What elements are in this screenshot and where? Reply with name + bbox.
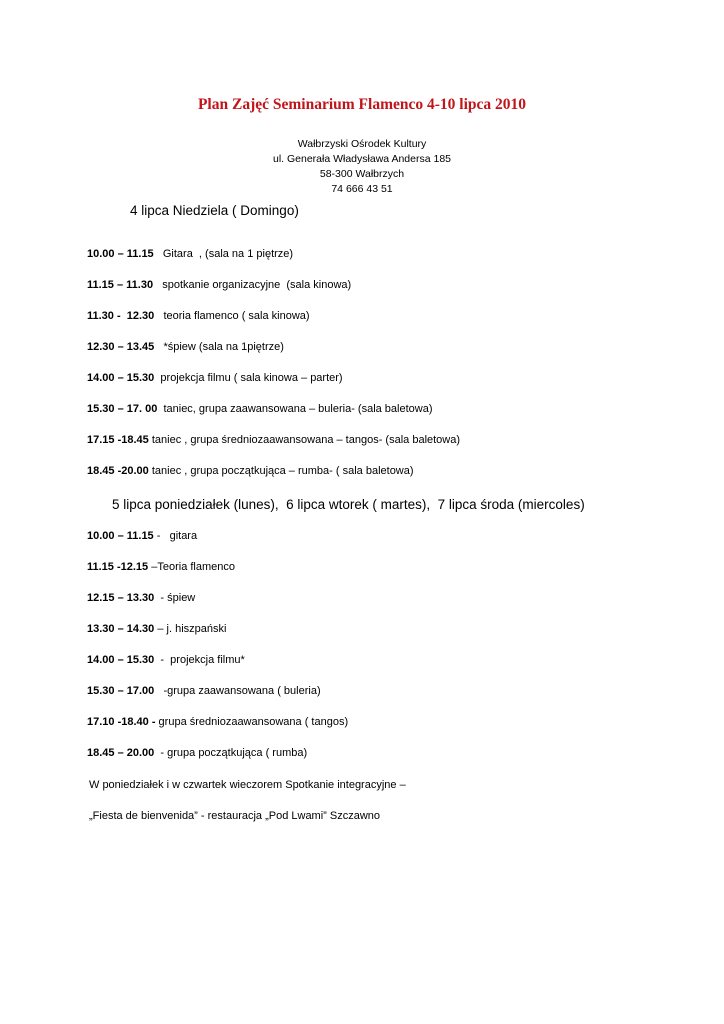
schedule-row	[87, 277, 460, 308]
schedule-description: grupa średniozaawansowana ( tangos)	[155, 716, 349, 728]
schedule-time: 17.15 -18.45	[87, 434, 149, 446]
schedule-time: 15.30 – 17.00	[87, 685, 155, 697]
schedule-time: 17.10 -18.40 -	[87, 716, 156, 728]
schedule-description: - śpiew	[154, 592, 196, 604]
schedule-row	[87, 528, 348, 559]
schedule-description: *śpiew (sala na 1piętrze)	[154, 341, 284, 353]
notes-block	[89, 777, 406, 839]
schedule-description: taniec, grupa zaawansowana – buleria- (sala baletowa)	[157, 403, 433, 415]
schedule-row	[87, 246, 460, 277]
schedule-time: 11.15 -12.15	[87, 561, 149, 573]
schedule-row	[87, 683, 348, 714]
address-block	[0, 137, 724, 197]
address-institution: Wałbrzyski Ośrodek Kultury	[297, 138, 427, 150]
schedule-row	[87, 652, 348, 683]
schedule-time: 10.00 – 11.15	[87, 248, 154, 260]
schedule-description: spotkanie organizacyjne (sala kinowa)	[153, 279, 352, 291]
schedule-description: - grupa początkująca ( rumba)	[154, 747, 308, 759]
schedule-time: 15.30 – 17. 00	[87, 403, 158, 415]
day1-schedule	[87, 246, 460, 494]
schedule-row	[87, 590, 348, 621]
schedule-description: - gitara	[153, 530, 198, 542]
address-city: 58-300 Wałbrzych	[319, 168, 405, 180]
schedule-time: 12.30 – 13.45	[87, 341, 155, 353]
schedule-row	[87, 370, 460, 401]
schedule-time: 14.00 – 15.30	[87, 654, 155, 666]
schedule-description: taniec , grupa średniozaawansowana – tangos- (sala baletowa)	[148, 434, 461, 446]
schedule-description: - projekcja filmu*	[154, 654, 245, 666]
schedule-row	[87, 339, 460, 370]
schedule-row	[87, 308, 460, 339]
note-fiesta-restaurant: „Fiesta de bienvenida” - restauracja „Pod Lwami” Szczawno	[89, 810, 381, 822]
schedule-description: projekcja filmu ( sala kinowa – parter)	[154, 372, 343, 384]
schedule-time: 18.45 – 20.00	[87, 747, 155, 759]
schedule-description: -grupa zaawansowana ( buleria)	[154, 685, 321, 697]
schedule-description: teoria flamenco ( sala kinowa)	[154, 310, 310, 322]
schedule-time: 11.30 - 12.30	[87, 310, 155, 322]
schedule-time: 11.15 – 11.30	[87, 279, 154, 291]
schedule-row	[87, 745, 348, 776]
day2-heading: 5 lipca poniedziałek (lunes), 6 lipca wtorek ( martes), 7 lipca środa (miercoles)	[112, 497, 585, 512]
schedule-time: 12.15 – 13.30	[87, 592, 155, 604]
page-title: Plan Zajęć Seminarium Flamenco 4-10 lipca 2010	[197, 96, 527, 113]
schedule-description: Gitara , (sala na 1 piętrze)	[153, 248, 294, 260]
schedule-row	[87, 714, 348, 745]
schedule-description: taniec , grupa początkująca – rumba- ( sala baletowa)	[148, 465, 414, 477]
schedule-description: –Teoria flamenco	[148, 561, 235, 573]
schedule-row	[87, 463, 460, 494]
schedule-row	[87, 559, 348, 590]
day2-schedule	[87, 528, 348, 776]
address-street: ul. Generała Władysława Andersa 185	[272, 153, 452, 165]
schedule-row	[87, 432, 460, 463]
address-phone: 74 666 43 51	[331, 183, 393, 195]
schedule-row	[87, 401, 460, 432]
schedule-time: 14.00 – 15.30	[87, 372, 155, 384]
schedule-time: 13.30 – 14.30	[87, 623, 155, 635]
note-integration-meeting: W poniedziałek i w czwartek wieczorem Spotkanie integracyjne –	[89, 779, 406, 791]
schedule-time: 10.00 – 11.15	[87, 530, 154, 542]
schedule-description: – j. hiszpański	[154, 623, 227, 635]
day1-heading: 4 lipca Niedziela ( Domingo)	[130, 203, 299, 218]
schedule-row	[87, 621, 348, 652]
schedule-time: 18.45 -20.00	[87, 465, 149, 477]
